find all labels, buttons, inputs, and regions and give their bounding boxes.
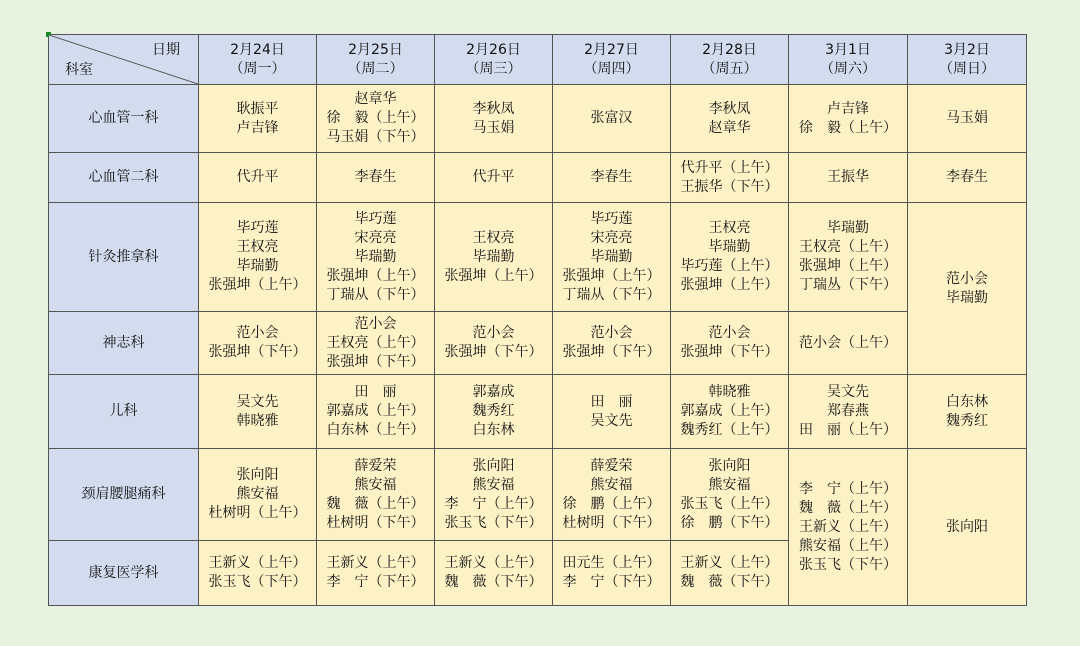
- staff-name: 白东林: [946, 393, 988, 410]
- staff-name: 张强坤（下午）: [444, 344, 543, 360]
- staff-name: 李 宁（下午）: [562, 574, 661, 590]
- staff-name: 吴文先: [590, 412, 633, 429]
- staff-name: 王权亮（上午）: [326, 334, 425, 351]
- corner-date-label: 日期: [152, 42, 180, 58]
- staff-name: 吴文先: [827, 384, 869, 400]
- staff-name: 张强坤（下午）: [562, 344, 661, 360]
- schedule-cell: [789, 85, 908, 153]
- schedule-cell: [199, 85, 317, 153]
- schedule-cell: [317, 85, 435, 153]
- staff-name: 熊安福: [708, 476, 751, 493]
- staff-name: 白东林（上午）: [326, 422, 425, 438]
- schedule-cell: [789, 203, 908, 312]
- staff-name: 毕巧莲: [590, 210, 633, 227]
- staff-name: 张向阳: [708, 457, 751, 474]
- staff-name: 丁瑞从（下午）: [326, 286, 425, 303]
- schedule-cell: [671, 541, 789, 606]
- staff-name: 张玉飞（下午）: [444, 514, 543, 531]
- staff-name: 范小会（上午）: [799, 334, 897, 351]
- staff-name: 张向阳: [946, 518, 988, 535]
- header-row: [49, 35, 1027, 85]
- schedule-cell: [435, 541, 553, 606]
- schedule-cell: [317, 203, 435, 312]
- staff-name: 薛爱荣: [354, 457, 397, 474]
- staff-name: 宋亮亮: [590, 229, 633, 246]
- corner-header-cell: [49, 35, 199, 85]
- staff-name: 毕瑞勤: [946, 289, 988, 306]
- staff-name: 耿振平: [236, 100, 279, 117]
- dept-label: 颈肩腰腿痛科: [49, 449, 199, 541]
- schedule-cell: [199, 449, 317, 541]
- schedule-cell: [789, 312, 908, 375]
- staff-name: 代升平: [472, 169, 515, 185]
- staff-name: 范小会: [708, 325, 751, 341]
- staff-name: 张强坤（下午）: [208, 344, 307, 360]
- schedule-cell: [553, 375, 671, 449]
- staff-name: 王权亮: [236, 239, 279, 255]
- staff-name: 徐 鹏（下午）: [680, 514, 779, 531]
- staff-name: 熊安福: [354, 476, 397, 493]
- staff-name: 张强坤（上午）: [562, 267, 661, 284]
- schedule-cell: [908, 203, 1027, 375]
- schedule-cell: [553, 312, 671, 375]
- staff-name: 田 丽: [354, 384, 397, 400]
- staff-name: 魏 薇（上午）: [326, 495, 425, 512]
- day-header: [671, 35, 789, 85]
- schedule-cell: [435, 449, 553, 541]
- staff-name: 李 宁（上午）: [799, 480, 897, 497]
- staff-name: 毕巧莲: [354, 210, 397, 227]
- staff-name: 白东林: [472, 422, 515, 438]
- day-date: 3月1日: [825, 41, 871, 58]
- day-weekday: （周三）: [465, 60, 522, 77]
- staff-name: 田元生（上午）: [562, 555, 661, 571]
- staff-name: 吴文先: [236, 393, 279, 410]
- staff-name: 张玉飞（下午）: [799, 556, 897, 573]
- dept-row-cardio2: [49, 153, 1027, 203]
- staff-name: 魏 薇（上午）: [799, 499, 897, 516]
- staff-name: 毕瑞勤: [827, 220, 869, 236]
- duty-schedule-table: [48, 34, 1027, 606]
- staff-name: 李秋凤: [708, 100, 751, 117]
- staff-name: 赵章华: [708, 119, 751, 136]
- schedule-cell: [435, 153, 553, 203]
- staff-name: 王新义（上午）: [326, 555, 425, 571]
- staff-name: 杜树明（下午）: [562, 514, 661, 531]
- staff-name: 田 丽（上午）: [799, 422, 897, 438]
- schedule-cell: [435, 312, 553, 375]
- day-header: [435, 35, 553, 85]
- staff-name: 范小会: [236, 325, 279, 341]
- schedule-cell: [671, 153, 789, 203]
- schedule-cell: [317, 153, 435, 203]
- staff-name: 王振华: [827, 169, 869, 185]
- day-header: [317, 35, 435, 85]
- staff-name: 郭嘉成（上午）: [680, 403, 779, 419]
- staff-name: 徐 毅（上午）: [326, 110, 425, 126]
- staff-name: 王新义（上午）: [444, 555, 543, 571]
- schedule-cell: [671, 375, 789, 449]
- day-date: 2月27日: [584, 41, 639, 58]
- staff-name: 毕瑞勤: [472, 248, 515, 265]
- staff-name: 魏秀红: [472, 403, 515, 419]
- staff-name: 张强坤（上午）: [680, 277, 779, 293]
- schedule-cell: [553, 541, 671, 606]
- staff-name: 王新义（上午）: [680, 555, 779, 571]
- dept-label: 心血管一科: [49, 85, 199, 153]
- dept-label: 康复医学科: [49, 541, 199, 606]
- schedule-cell: [199, 312, 317, 375]
- dept-label: 儿科: [49, 375, 199, 449]
- schedule-cell: [553, 153, 671, 203]
- schedule-cell: [553, 85, 671, 153]
- dept-row-spine: [49, 449, 1027, 541]
- dept-label: 神志科: [49, 312, 199, 375]
- staff-name: 徐 鹏（上午）: [562, 495, 661, 512]
- staff-name: 范小会: [354, 315, 397, 332]
- staff-name: 郭嘉成（上午）: [326, 403, 425, 419]
- day-weekday: （周五）: [701, 60, 758, 77]
- day-date: 2月28日: [702, 41, 757, 58]
- schedule-cell: [435, 203, 553, 312]
- staff-name: 赵章华: [354, 91, 397, 107]
- schedule-cell: [199, 153, 317, 203]
- dept-label: 心血管二科: [49, 153, 199, 203]
- schedule-cell: [317, 312, 435, 375]
- staff-name: 宋亮亮: [354, 229, 397, 246]
- staff-name: 代升平: [236, 169, 279, 185]
- schedule-cell: [908, 375, 1027, 449]
- schedule-cell: [317, 375, 435, 449]
- schedule-cell: [908, 153, 1027, 203]
- staff-name: 王振华（下午）: [680, 178, 779, 195]
- day-header: [553, 35, 671, 85]
- staff-name: 张向阳: [236, 467, 279, 483]
- staff-name: 毕瑞勤: [590, 248, 633, 265]
- staff-name: 张富汉: [590, 110, 633, 126]
- schedule-cell: [671, 449, 789, 541]
- staff-name: 李春生: [590, 169, 633, 185]
- staff-name: 丁瑞从（下午）: [562, 286, 661, 303]
- day-weekday: （周二）: [347, 60, 404, 77]
- staff-name: 丁瑞丛（下午）: [799, 277, 897, 293]
- schedule-cell: [435, 85, 553, 153]
- day-date: 2月24日: [230, 41, 285, 58]
- staff-name: 毕瑞勤: [236, 258, 279, 274]
- staff-name: 张向阳: [472, 457, 515, 474]
- schedule-cell: [671, 203, 789, 312]
- staff-name: 魏秀红: [946, 412, 988, 429]
- dept-row-pediatrics: [49, 375, 1027, 449]
- schedule-cell: [789, 449, 908, 606]
- staff-name: 张强坤（上午）: [799, 258, 897, 274]
- staff-name: 徐 毅（上午）: [799, 119, 897, 136]
- day-weekday: （周六）: [820, 60, 876, 77]
- staff-name: 杜树明（下午）: [326, 514, 425, 531]
- schedule-cell: [317, 449, 435, 541]
- staff-name: 韩晓雅: [708, 384, 751, 400]
- staff-name: 李 宁（上午）: [444, 495, 543, 512]
- schedule-cell: [789, 153, 908, 203]
- schedule-cell: [553, 449, 671, 541]
- corner-dept-label: 科室: [65, 62, 93, 78]
- staff-name: 魏 薇（下午）: [680, 574, 779, 590]
- staff-name: 熊安福: [590, 476, 633, 493]
- schedule-cell: [908, 449, 1027, 606]
- staff-name: 王新义（上午）: [208, 555, 307, 571]
- schedule-cell: [553, 203, 671, 312]
- staff-name: 范小会: [472, 325, 515, 341]
- staff-name: 毕瑞勤: [354, 248, 397, 265]
- staff-name: 毕巧莲: [236, 220, 279, 236]
- schedule-cell: [317, 541, 435, 606]
- staff-name: 张玉飞（下午）: [208, 574, 307, 590]
- staff-name: 李春生: [946, 169, 988, 185]
- day-date: 2月26日: [466, 41, 521, 58]
- staff-name: 魏 薇（下午）: [444, 574, 543, 590]
- dept-row-cardio1: [49, 85, 1027, 153]
- schedule-table-wrapper: [48, 34, 1027, 606]
- staff-name: 马玉娟: [472, 119, 515, 136]
- schedule-cell: [908, 85, 1027, 153]
- schedule-cell: [199, 203, 317, 312]
- day-header: [789, 35, 908, 85]
- day-header: [908, 35, 1027, 85]
- staff-name: 王权亮: [708, 220, 751, 236]
- staff-name: 魏秀红（上午）: [680, 422, 779, 438]
- schedule-cell: [199, 375, 317, 449]
- schedule-cell: [671, 312, 789, 375]
- staff-name: 熊安福: [236, 486, 279, 502]
- staff-name: 张强坤（上午）: [326, 267, 425, 284]
- schedule-cell: [671, 85, 789, 153]
- staff-name: 李 宁（下午）: [326, 574, 425, 590]
- staff-name: 卢吉锋: [827, 100, 869, 117]
- staff-name: 杜树明（上午）: [208, 505, 307, 521]
- staff-name: 马玉娟: [946, 110, 988, 126]
- staff-name: 张强坤（下午）: [326, 353, 425, 370]
- staff-name: 代升平（上午）: [680, 159, 779, 176]
- schedule-cell: [199, 541, 317, 606]
- dept-row-acupuncture: [49, 203, 1027, 312]
- day-weekday: （周一）: [229, 60, 286, 77]
- staff-name: 卢吉锋: [236, 119, 279, 136]
- dept-label: 针灸推拿科: [49, 203, 199, 312]
- staff-name: 王新义（上午）: [799, 518, 897, 535]
- staff-name: 薛爱荣: [590, 457, 633, 474]
- staff-name: 张玉飞（上午）: [680, 495, 779, 512]
- day-weekday: （周四）: [583, 60, 640, 77]
- staff-name: 田 丽: [590, 393, 633, 410]
- staff-name: 王权亮: [472, 229, 515, 246]
- staff-name: 王权亮（上午）: [799, 239, 897, 255]
- staff-name: 张强坤（下午）: [680, 344, 779, 360]
- staff-name: 毕瑞勤: [708, 239, 751, 255]
- staff-name: 张强坤（上午）: [208, 277, 307, 293]
- schedule-cell: [789, 375, 908, 449]
- day-date: 3月2日: [944, 41, 990, 58]
- staff-name: 熊安福（上午）: [799, 537, 897, 554]
- staff-name: 郭嘉成: [472, 384, 515, 400]
- staff-name: 郑春燕: [827, 403, 869, 419]
- staff-name: 李秋凤: [472, 100, 515, 117]
- day-date: 2月25日: [348, 41, 403, 58]
- staff-name: 范小会: [946, 270, 988, 287]
- staff-name: 范小会: [590, 325, 633, 341]
- staff-name: 熊安福: [472, 476, 515, 493]
- staff-name: 韩晓雅: [236, 412, 279, 429]
- dept-row-mind: [49, 312, 1027, 375]
- staff-name: 张强坤（上午）: [444, 267, 543, 284]
- day-header: [199, 35, 317, 85]
- day-weekday: （周日）: [939, 60, 995, 77]
- schedule-cell: [435, 375, 553, 449]
- staff-name: 毕巧莲（上午）: [680, 258, 779, 274]
- staff-name: 马玉娟（下午）: [326, 129, 425, 145]
- staff-name: 李春生: [354, 169, 397, 185]
